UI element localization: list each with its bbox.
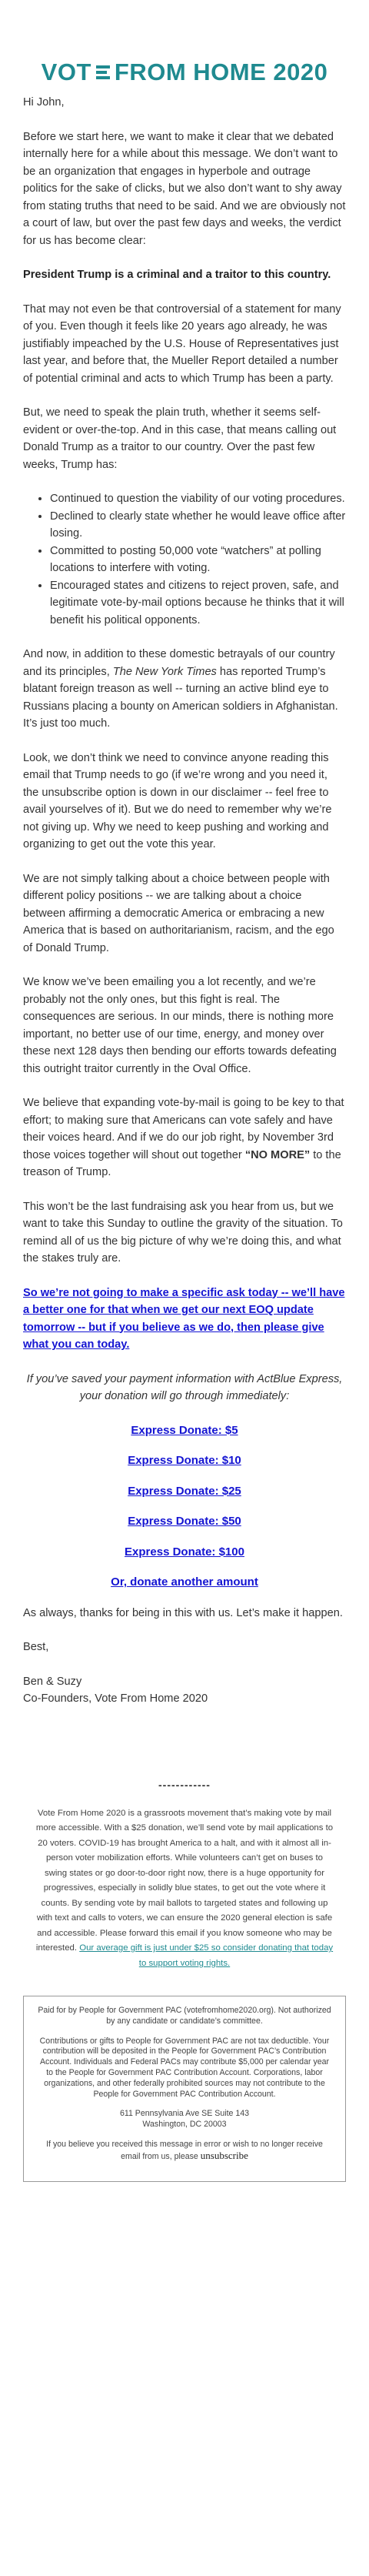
no-more-emphasis: “NO MORE” bbox=[244, 1148, 311, 1161]
signature bbox=[23, 1673, 346, 1708]
footer-about bbox=[0, 1791, 369, 1972]
unsubscribe-text: If you believe you received this message in error or wish to no longer receive email from us, please bbox=[46, 2139, 323, 2161]
unsubscribe-link[interactable]: unsubscribe bbox=[200, 2149, 248, 2161]
address-line-1: 611 Pennsylvania Ave SE Suite 143 bbox=[119, 2109, 250, 2119]
unsubscribe-line bbox=[36, 2140, 333, 2163]
paid-for-line: Paid for by People for Government PAC (votefromhome2020.org). Not authorized by any candidate or candidate’s committee. bbox=[38, 2006, 331, 2026]
address-line-2: Washington, DC 20003 bbox=[142, 2120, 227, 2130]
actblue-note: If you’ve saved your payment information with ActBlue Express, your donation will go through immediately: bbox=[26, 1372, 343, 1402]
list-item: • Encouraged states and citizens to reject proven, safe, and legitimate vote-by-mail options because he thinks that it will benefit his political opponents. bbox=[50, 577, 346, 630]
paragraph-5 bbox=[23, 646, 346, 733]
paragraph-10: This won’t be the last fundraising ask you hear from us, but we want to take this Sunday to outline the gravity of the situation. To remind all of us the big picture of why we’re doing this, and what the stakes truly are. bbox=[23, 1200, 343, 1265]
cta-paragraph bbox=[23, 1285, 346, 1354]
signature-names: Ben & Suzy bbox=[23, 1675, 82, 1688]
signoff: Best, bbox=[23, 1641, 49, 1653]
paragraph-9 bbox=[23, 1094, 346, 1181]
nyt-reference: The New York Times bbox=[112, 665, 217, 678]
footer-about-text: Vote From Home 2020 is a grassroots movement that’s making vote by mail more accessible. With a $25 donation, we’ll send vote by mail applications to 20 voters. COVID-19 has brought America to a halt, and with it almost all in-person voter mobilization efforts. While volunteers can’t get on buses to swing states or go door-to-door right now, there is a huge opportunity for progressives, especially in solidly blue states, to get out the vote where it counts. By sending vote by mail ballots to targeted states and following up with text and calls to voters, we can ensure the 2020 general election is safe and accessible. Please forward this email if you know someone who may be interested. bbox=[35, 1808, 334, 1953]
paragraph-9-text-a: We believe that expanding vote-by-mail is going to be key to that effort; to making sure that Americans can vote safely and have their voices heard. And if we do our job right, by November 3rd those voices together will shout out together bbox=[23, 1097, 344, 1161]
donate-section bbox=[23, 1371, 346, 1592]
paragraph-8: We know we’ve been emailing you a lot recently, and we’re probably not the only ones, but this fight is real. The consequences are serious. In our minds, there is nothing more important, no better use of our time, energy, and money over these next 128 days then bending our efforts towards defeating this outright traitor currently in the Oval Office. bbox=[23, 976, 337, 1075]
logo-wordmark bbox=[42, 58, 328, 86]
paragraph-1: Before we start here, we want to make it clear that we debated internally here for a while about this message. We don’t want to be an organization that engages in hyperbole and outrage politics for the sake of clicks, but we also don’t want to shy away from stating truths that need to be said. And we are obviously not a court of law, but over the past few days and weeks, the verdict for us has become clear: bbox=[23, 130, 346, 247]
express-donate-50-link[interactable]: Express Donate: $50 bbox=[128, 1515, 241, 1528]
paragraph-2-bold: President Trump is a criminal and a traitor to this country. bbox=[23, 269, 331, 281]
paragraph-6: Look, we don’t think we need to convince anyone reading this email that Trump needs to go (if we’re wrong and you need it, the unsubscribe option is down in our disclaimer -- feel free to avail yourselves of it). But we do need to remember why we’re not giving up. Why we need to keep pushing and working and organizing to get out the vote this year. bbox=[23, 751, 332, 850]
paragraph-9-text-b: to the treason of Trump. bbox=[23, 1148, 341, 1178]
tax-disclaimer: Contributions or gifts to People for Government PAC are not tax deductible. Your contribution will be deposited in the People for Government PAC’s Contribution Account. Individuals and Federal PACs may contribute $5,000 per calendar year to the People for Government PAC Contribution Account. Corporations, labor organizations, and other federally prohibited sources may not contribute to the People for Government PAC Contribution Account. bbox=[39, 2036, 330, 2099]
express-donate-5-link[interactable]: Express Donate: $5 bbox=[131, 1423, 238, 1437]
logo bbox=[0, 0, 369, 86]
logo-text-left: VOT bbox=[41, 58, 91, 85]
paragraph-5-text-b: has reported Trump’s blatant foreign treason as well -- turning an active blind eye to Russians placing a bounty on American soldiers in Afghanistan. It’s just too much. bbox=[23, 665, 338, 730]
logo-e-bars-icon bbox=[96, 65, 110, 79]
paragraph-5-text-a: And now, in addition to these domestic betrayals of our country and its principles, bbox=[23, 648, 335, 678]
signature-title: Co-Founders, Vote From Home 2020 bbox=[23, 1692, 208, 1705]
trump-actions-list bbox=[23, 490, 346, 629]
cta-donate-link[interactable]: So we’re not going to make a specific ask today -- we’ll have a better one for that when we get our next EOQ update tomorrow -- but if you believe as we do, then please give what you can today. bbox=[23, 1286, 345, 1351]
footer-separator: ------------ bbox=[158, 1778, 211, 1791]
greeting: Hi John, bbox=[23, 96, 65, 109]
legal-disclaimer-box bbox=[23, 1996, 346, 2182]
logo-text-right: FROM HOME 2020 bbox=[114, 58, 328, 85]
list-item: • Declined to clearly state whether he would leave office after losing. bbox=[50, 508, 346, 543]
express-donate-10-link[interactable]: Express Donate: $10 bbox=[128, 1454, 241, 1467]
mailing-address bbox=[36, 2109, 333, 2130]
list-item: • Continued to question the viability of our voting procedures. bbox=[50, 490, 346, 508]
paragraph-4: But, we need to speak the plain truth, whether it seems self-evident or over-the-top. And in this case, that means calling out Donald Trump as a traitor to our country. Over the past few weeks, Trump has: bbox=[23, 406, 337, 471]
donate-other-amount-link[interactable]: Or, donate another amount bbox=[111, 1575, 258, 1589]
list-item: • Committed to posting 50,000 vote “watchers” at polling locations to interfere with voting. bbox=[50, 543, 346, 577]
email-body bbox=[0, 94, 369, 1708]
signature-block bbox=[23, 1605, 346, 1708]
paragraph-7: We are not simply talking about a choice between people with different policy positions -- we are talking about a choice between affirming a democratic America or embracing a new America that is based on authoritarianism, racism, and the ego of Donald Trump. bbox=[23, 872, 334, 954]
footer-donate-link[interactable]: Our average gift is just under $25 so consider donating that today to support voting rights. bbox=[79, 1943, 334, 1968]
express-donate-25-link[interactable]: Express Donate: $25 bbox=[128, 1484, 241, 1498]
paragraph-3: That may not even be that controversial of a statement for many of you. Even though it feels like 20 years ago already, he was justifiably impeached by the U.S. House of Representatives just last year, and before that, the Mueller Report detailed a number of potential criminal and acts to which Trump has been a party. bbox=[23, 302, 341, 385]
express-donate-100-link[interactable]: Express Donate: $100 bbox=[125, 1545, 244, 1559]
closing-line: As always, thanks for being in this with us. Let’s make it happen. bbox=[23, 1606, 343, 1619]
